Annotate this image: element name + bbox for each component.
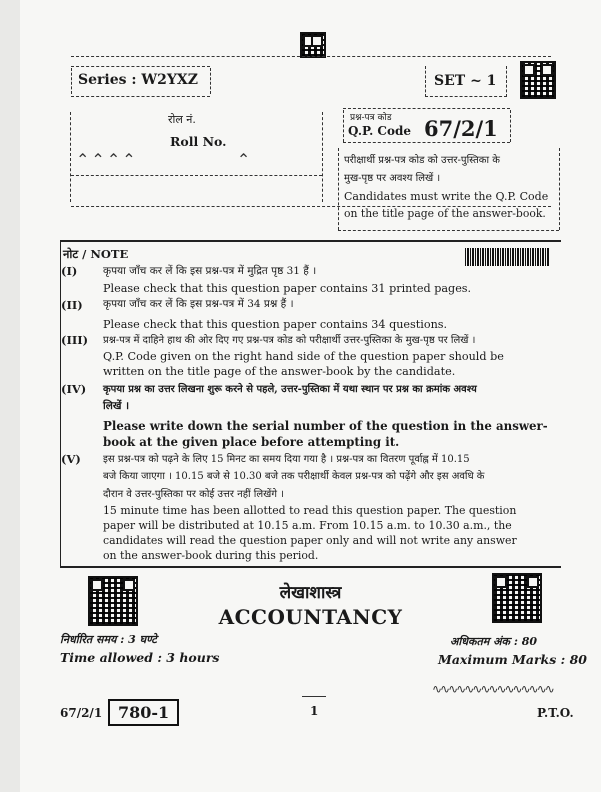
max-marks-hi: अधिकतम अंक : 80	[450, 635, 538, 648]
note-item-5-en-2: paper will be distributed at 10.15 a.m. From 10.15 a.m. to 10.30 a.m., the	[103, 519, 512, 532]
footer-page-number: 1	[310, 704, 319, 718]
note-item-5-en-4: on the answer-book during this period.	[103, 549, 319, 562]
roll-no-label-en: Roll No.	[170, 134, 227, 149]
note-item-5-hi-3: दौरान वे उत्तर-पुस्तिका पर कोई उत्तर नहीं लिखेंगे ।	[103, 489, 284, 500]
note-item-5-hi-1: इस प्रश्न-पत्र को पढ़ने के लिए 15 मिनट का समय दिया गया है । प्रश्न-पत्र का वितरण पूर्वाह्न में 10.15	[103, 454, 470, 465]
candidates-en-line-2: on the title page of the answer-book.	[344, 207, 546, 220]
note-item-2-hi: कृपया जाँच कर लें कि इस प्रश्न-पत्र में 34 प्रश्न हैं ।	[103, 298, 294, 310]
set-label: SET ~ 1	[434, 73, 497, 89]
note-item-1-hi: कृपया जाँच कर लें कि इस प्रश्न-पत्र में मुद्रित पृष्ठ 31 हैं ।	[103, 265, 317, 277]
exam-page	[20, 0, 601, 792]
subject-title-en: ACCOUNTANCY	[218, 605, 403, 629]
note-item-2-num: (II)	[61, 298, 83, 312]
series-box	[71, 68, 211, 94]
set-qr-code-icon	[522, 63, 554, 97]
note-item-1-num: (I)	[61, 264, 78, 278]
top-qr-code-icon	[302, 34, 324, 56]
candidates-hi-line-2: मुख-पृष्ठ पर अवश्य लिखें ।	[344, 173, 441, 184]
note-item-3-num: (III)	[61, 333, 89, 347]
qp-code-value: 67/2/1	[424, 116, 498, 141]
note-title: नोट / NOTE	[63, 247, 129, 261]
note-barcode	[465, 248, 549, 266]
note-item-3-en-2: written on the title page of the answer-book by the candidate.	[103, 365, 456, 378]
decorative-squiggle: ∿∿∿∿∿∿∿∿∿∿∿∿∿∿∿	[432, 682, 553, 694]
footer-pto: P.T.O.	[537, 706, 574, 720]
note-item-1-en: Please check that this question paper contains 31 printed pages.	[103, 282, 472, 295]
note-item-5-en-1: 15 minute time has been allotted to read this question paper. The question	[103, 504, 517, 517]
qp-code-label-hi: प्रश्न-पत्र कोड	[350, 113, 392, 123]
candidates-en-line-1: Candidates must write the Q.P. Code	[344, 190, 549, 203]
note-item-4-num: (IV)	[61, 382, 87, 396]
subject-title-hi: लेखाशास्त्र	[279, 583, 342, 603]
time-allowed-hi: निर्धारित समय : 3 घण्टे	[60, 633, 157, 646]
footer-code: 67/2/1	[60, 706, 103, 720]
qp-code-label-en: Q.P. Code	[348, 124, 412, 138]
note-box	[60, 240, 561, 568]
note-item-3-en-1: Q.P. Code given on the right hand side of the question paper should be	[103, 350, 504, 363]
set-box	[425, 66, 507, 97]
note-item-5-en-3: candidates will read the question paper only and will not write any answer	[103, 534, 517, 547]
note-item-4-en-1: Please write down the serial number of the question in the answer-	[103, 419, 548, 433]
note-item-3-hi: प्रश्न-पत्र में दाहिने हाथ की ओर दिए गए प्रश्न-पत्र कोड को परीक्षार्थी उत्तर-पुस्तिका के मुख-पृष्ठ पर लिखें ।	[103, 335, 476, 346]
candidates-instruction-box	[338, 148, 560, 230]
note-item-4-hi-1: कृपया प्रश्न का उत्तर लिखना शुरू करने से पहले, उत्तर-पुस्तिका में यथा स्थान पर प्रश्न का क्रमांक अवश्य	[103, 384, 477, 395]
note-item-5-num: (V)	[61, 452, 81, 466]
footer-boxed-code: 780-1	[108, 699, 179, 726]
time-allowed-en: Time allowed : 3 hours	[60, 650, 220, 665]
roll-no-boxes: ⌃⌃⌃⌃ ⌃	[76, 150, 253, 169]
note-item-4-en-2: book at the given place before attempting it.	[103, 435, 400, 449]
max-marks-en: Maximum Marks : 80	[438, 652, 587, 667]
roll-no-label-hi: रोल नं.	[168, 113, 196, 126]
candidates-hi-line-1: परीक्षार्थी प्रश्न-पत्र कोड को उत्तर-पुस्तिका के	[344, 155, 500, 166]
note-item-2-en: Please check that this question paper contains 34 questions.	[103, 318, 448, 331]
note-item-4-hi-2: लिखें ।	[103, 400, 130, 412]
note-item-5-hi-2: बजे किया जाएगा । 10.15 बजे से 10.30 बजे तक परीक्षार्थी केवल प्रश्न-पत्र को पढ़ेंगे और इस अवधि के	[103, 471, 485, 482]
series-label: Series : W2YXZ	[78, 72, 198, 88]
